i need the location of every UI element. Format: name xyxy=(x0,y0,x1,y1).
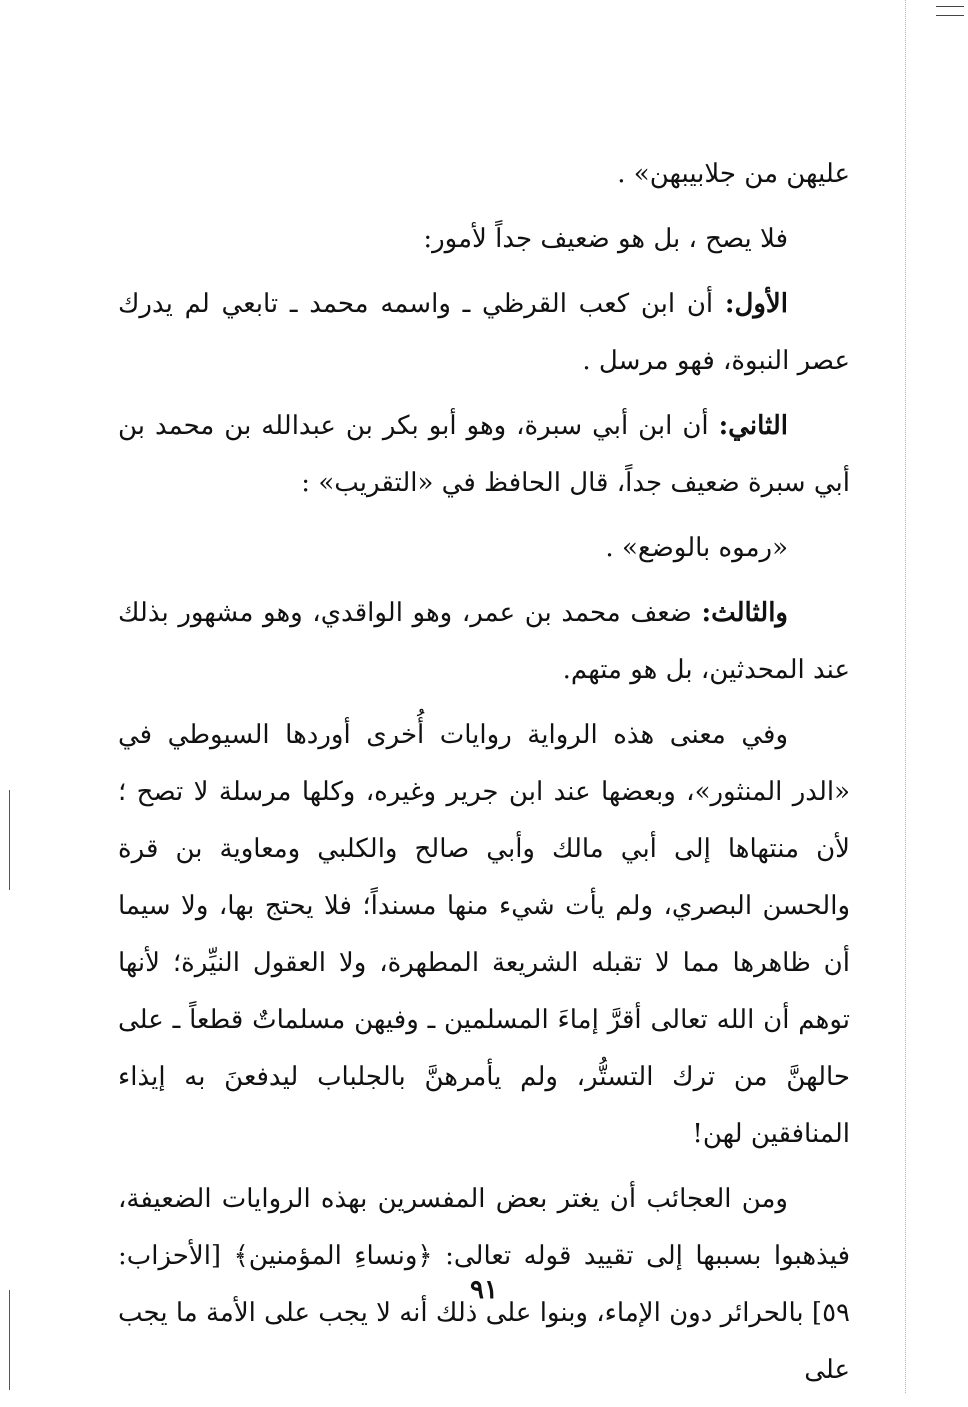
paragraph-text: ضعف محمد بن عمر، وهو الواقدي، وهو مشهور بذلك عند المحدثين، بل هو متهم. xyxy=(118,598,850,685)
scan-corner-mark xyxy=(936,6,964,16)
paragraph-text: «رموه بالوضع» . xyxy=(605,533,788,563)
paragraph-third-reason xyxy=(118,585,850,699)
paragraph-other-narrations xyxy=(118,707,850,1163)
paragraph-text: ومن العجائب أن يغتر بعض المفسرين بهذه الروايات الضعيفة، فيذهبوا بسببها إلى تقييد قوله تعالى: ﴿ونساءِ المؤمنين﴾ [الأحزاب: ٥٩] بالحرائر دون الإماء، وبنوا على ذلك أنه لا يجب على الأمة ما يجب على xyxy=(118,1184,850,1385)
paragraph-continuation xyxy=(118,146,850,203)
paragraph-lead: والثالث: xyxy=(701,598,788,628)
paragraph-text: وفي معنى هذه الرواية روايات أُخرى أوردها السيوطي في «الدر المنثور»، وبعضها عند ابن جرير وغيره، وكلها مرسلة لا تصح ؛ لأن منتهاها إلى أبي مالك وأبي صالح والكلبي ومعاوية بن قرة والحسن البصري، ولم يأت شيء منها مسنداً؛ فلا يحتج بها، ولا سيما أن ظاهرها مما لا تقبله الشريعة المطهرة، ولا العقول النيِّرة؛ لأنها توهم أن الله تعالى أقرَّ إماءَ المسلمين ـ وفيهن مسلماتٌ قطعاً ـ على حالهنَّ من ترك التستُّر، ولم يأمرهنَّ بالجلباب ليدفعنَ به إيذاء المنافقين لهن! xyxy=(118,720,850,1149)
paragraph-quote xyxy=(118,520,850,577)
paragraph-text: أن ابن أبي سبرة، وهو أبو بكر بن عبدالله بن محمد بن أبي سبرة ضعيف جداً، قال الحافظ في «التقريب» : xyxy=(118,411,850,498)
left-margin-line xyxy=(9,790,10,890)
paragraph-not-authentic xyxy=(118,211,850,268)
paragraph-text: فلا يصح ، بل هو ضعيف جداً لأمور: xyxy=(423,224,788,254)
right-margin-line xyxy=(905,0,906,1393)
page-text xyxy=(118,146,850,1407)
paragraph-second-reason xyxy=(118,398,850,512)
paragraph-text: عليهن من جلابيبهن» . xyxy=(617,159,850,189)
paragraph-first-reason xyxy=(118,276,850,390)
paragraph-lead: الثاني: xyxy=(718,411,788,441)
paragraph-text: أن ابن كعب القرظي ـ واسمه محمد ـ تابعي لم يدرك عصر النبوة، فهو مرسل . xyxy=(118,289,850,376)
left-margin-line-lower xyxy=(9,1290,10,1390)
paragraph-lead: الأول: xyxy=(724,289,788,319)
page-number: ٩١ xyxy=(470,1275,498,1305)
